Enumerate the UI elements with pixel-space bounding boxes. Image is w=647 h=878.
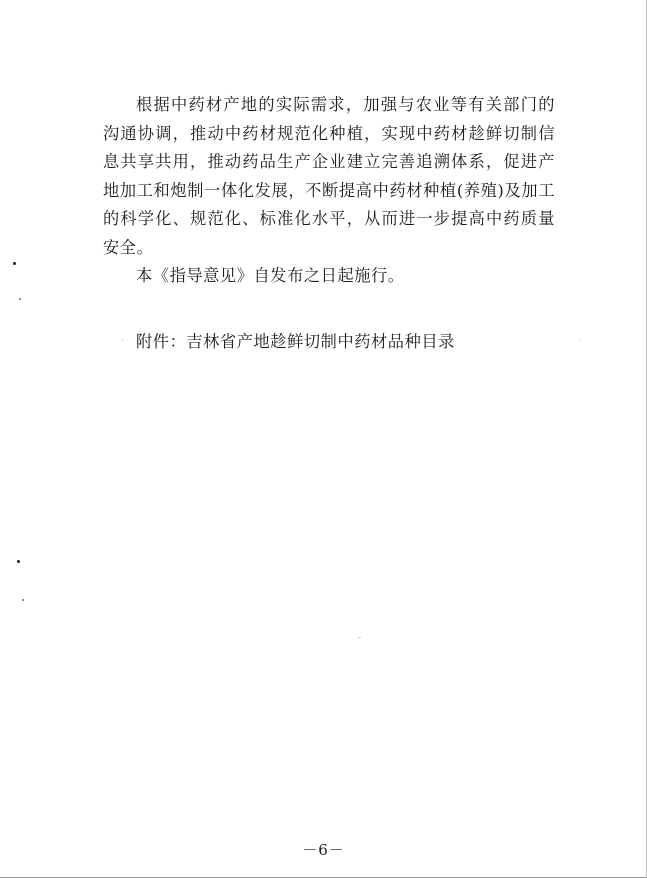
scan-speck: [19, 298, 21, 300]
attachment-line: 附件：吉林省产地趁鲜切制中药材品种目录: [136, 332, 455, 351]
scan-speck: [122, 340, 123, 341]
scan-speck: [22, 599, 24, 601]
scan-speck: [579, 340, 580, 341]
scan-speck: [13, 262, 16, 265]
paragraph-requirements: 根据中药材产地的实际需求，加强与农业等有关部门的沟通协调，推动中药材规范化种植，实现中药材趁鲜切制信息共享共用，推动药品生产企业建立完善追溯体系，促进产地加工和炮制一体化发展，不断提高中药材种植(养殖)及加工的科学化、规范化、标准化水平，从而进一步提高中药质量安全。: [103, 95, 555, 257]
page-number: －6－: [302, 841, 345, 859]
paragraph-effective-date: 本《指导意见》自发布之日起施行。: [136, 266, 405, 285]
scan-speck: [358, 637, 361, 638]
document-body: [103, 91, 555, 291]
scan-speck: [17, 560, 20, 563]
